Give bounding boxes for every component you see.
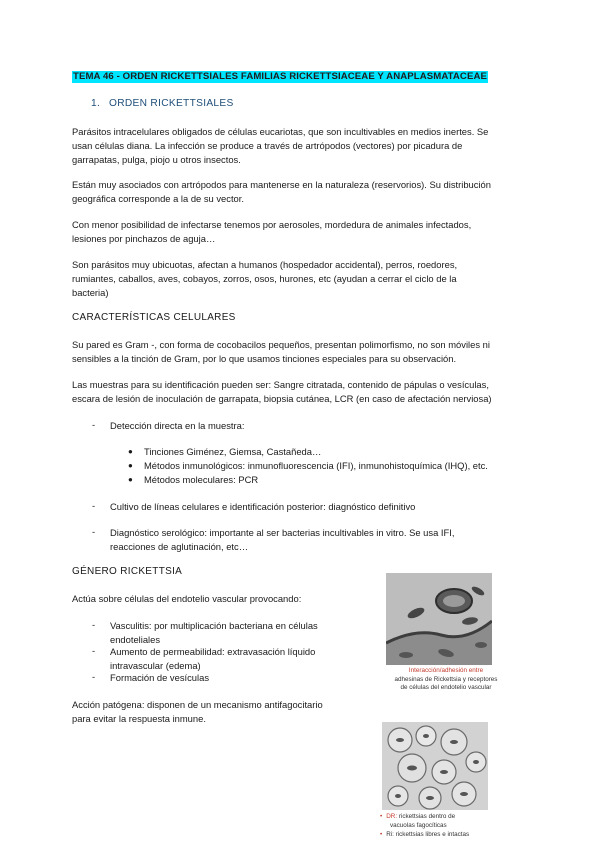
text-line: escara de lesión de inoculación de garrapata, biopsia cutánea, LCR (en caso de afectación nerviosa) [72,393,492,404]
text-line: geográfica corresponde a la de su vector. [72,193,244,204]
figure-caption-adhesion [384,667,508,693]
micrograph-adhesion-drawing [386,573,492,665]
bullet-marker: ● [128,475,133,484]
text-line: Parásitos intracelulares obligados de células eucariotas, que son incultivables en medios inertes. Se [72,126,489,137]
heading-number: 1. [91,98,101,109]
text-line: garrapatas, pulga, piojo u otros insectos. [72,154,241,165]
caption-line: de células del endotelio vascular [400,684,492,691]
caption-line: adhesinas de Rickettsia y receptores [394,675,498,683]
text-line: Acción patógena: disponen de un mecanismo antifagocitario [72,699,323,710]
bullet-moleculares: Métodos moleculares: PCR [144,474,259,485]
text-line: Vasculitis: por multiplicación bacteriana en células [110,620,318,631]
text-line: Son parásitos muy ubicuotas, afectan a humanos (hospedador accidental), perros, roedores, [72,259,458,270]
caption-red-text: DR: [386,813,399,820]
dash-marker: - [92,500,96,511]
dash-item-permeabilidad [110,645,370,673]
text-line: endoteliales [110,634,161,645]
text-line: intravascular (edema) [110,660,201,671]
caption-text: Ri: rickettsias libres e intactas [386,831,470,838]
dash-marker: - [92,419,96,430]
figure-caption-vacuolas [380,812,510,839]
dash-marker: - [92,645,96,656]
text-line: Las muestras para su identificación pueden ser: Sangre citratada, contenido de pápulas o vesículas, [72,379,489,390]
caption-line: Interacción/adhesión entre [408,667,484,674]
bullet-tinciones: Tinciones Giménez, Giemsa, Castañeda… [144,446,322,457]
micrograph-adhesion-image [386,573,492,665]
text-line: bacteria) [72,287,109,298]
bullet-marker: ● [128,447,133,456]
caption-line: vacuolas fagocíticas [390,822,447,829]
paragraph-accion-patogena [72,698,372,726]
section-caracteristicas: CARACTERÍSTICAS CELULARES [72,312,236,323]
text-line: sensibles a la tinción de Gram, por lo que usamos tinciones especiales para su observación. [72,353,457,364]
paragraph-pared [72,338,527,366]
text-line: Aumento de permeabilidad: extravasación líquido [110,646,316,657]
paragraph-ubicuotas [72,258,527,300]
dash-item-serologico [110,526,510,554]
heading-text: ORDEN RICKETTSIALES [109,98,234,109]
paragraph-aerosoles [72,218,527,246]
bullet-inmunologicos: Métodos inmunológicos: inmunofluorescencia (IFI), inmunohistoquímica (IHQ), etc. [144,460,488,471]
paragraph-artropodos [72,178,527,206]
caption-text: rickettsias dentro de [398,813,456,820]
section-genero: GÉNERO RICKETTSIA [72,566,183,577]
dash-item-vasculitis [110,619,370,647]
text-line: para evitar la respuesta inmune. [72,713,206,724]
caption-line [380,830,510,839]
text-line: Su pared es Gram -, con forma de cocobacilos pequeños, presentan polimorfismo, no son móviles ni [72,339,490,350]
text-line: Diagnóstico serológico: importante al ser bacterias incultivables in vitro. Se usa IFI, [110,527,455,538]
caption-bullet: • [380,813,383,820]
dash-item-vesiculas: Formación de vesículas [110,672,210,683]
dash-item-cultivo: Cultivo de líneas celulares e identificación posterior: diagnóstico definitivo [110,501,416,512]
dash-marker: - [92,671,96,682]
paragraph-muestras [72,378,527,406]
micrograph-vacuolas-drawing [382,722,488,810]
text-line: Están muy asociados con artrópodos para mantenerse en la naturaleza (reservorios). Su distribución [72,179,491,190]
text-line: reacciones de aglutinación, etc… [110,541,249,552]
text-line: usan células diana. La infección se produce a través de artrópodos (vectores) por picadura de [72,140,463,151]
dash-item-deteccion: Detección directa en la muestra: [110,420,245,431]
document-title: TEMA 46 - ORDEN RICKETTSIALES FAMILIAS RICKETTSIACEAE Y ANAPLASMATACEAE [73,71,487,82]
caption-bullet: • [380,831,383,838]
heading-orden-rickettsiales [91,98,234,109]
caption-line [380,812,510,821]
bullet-marker: ● [128,461,133,470]
paragraph-intro [72,125,527,167]
text-line: Con menor posibilidad de infectarse tenemos por aerosoles, mordedura de animales infectados, [72,219,472,230]
dash-marker: - [92,526,96,537]
text-line: lesiones por pinchazos de aguja… [72,233,216,244]
text-line: rumiantes, caballos, aves, cobayos, zorros, osos, hurones, etc (ayudan a cerrar el ciclo de la [72,273,457,284]
micrograph-vacuolas-image [382,722,488,810]
dash-marker: - [92,619,96,630]
paragraph-actua: Actúa sobre células del endotelio vascular provocando: [72,593,302,604]
